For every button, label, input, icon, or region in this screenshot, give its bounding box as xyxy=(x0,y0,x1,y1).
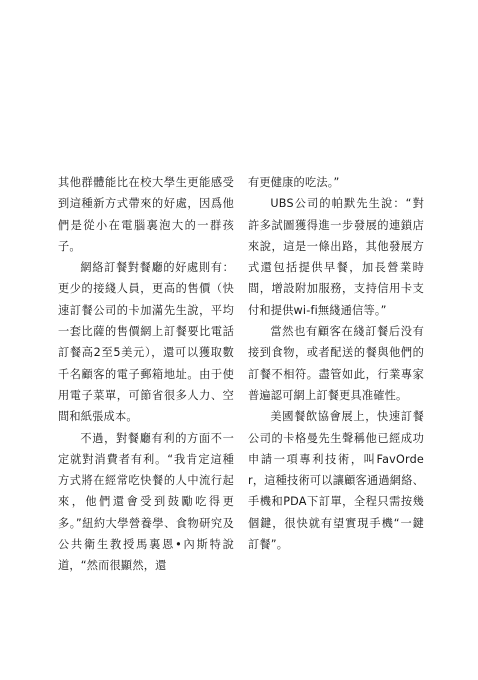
paragraph: 有更健康的吃法。” xyxy=(248,176,340,189)
paragraph: 美國餐飲協會展上，快速訂餐公司的卡格曼先生聲稱他已經成功申請一項專利技術，叫FavOrder，這種技術可以讓顧客通過網絡、手機和PDA下訂單，全程只需按幾個鍵，很快就有望實現手機“一鍵訂餐”。 xyxy=(248,410,424,552)
right-column xyxy=(248,172,424,555)
paragraph: 不過，對餐廳有利的方面不一定就對消費者有利。“我肯定這種方式將在經常吃快餐的人中流行起來，他們還會受到鼓勵吃得更多。”紐約大學營養學、食物研究及公共衛生教授馬裏恩•內斯特說道，“然而很顯然，還 xyxy=(58,431,234,573)
left-column xyxy=(58,172,234,577)
paragraph: 當然也有顧客在綫訂餐后没有接到食物，或者配送的餐與他們的訂餐不相符。盡管如此，行業專家普遍認可網上訂餐更具准確性。 xyxy=(248,325,424,402)
paragraph: 其他群體能比在校大學生更能感受到這種新方式帶來的好處，因爲他們是從小在電腦裏泡大的一群孩子。 xyxy=(58,176,234,253)
paragraph: 網絡訂餐對餐廳的好處則有：更少的接綫人員，更高的售價（快速訂餐公司的卡加滿先生說，平均一套比薩的售價網上訂餐要比電話訂餐高2至5美元），還可以獲取數千名顧客的電子郵箱地址。由于使用電子菜單，可節省很多人力、空間和紙張成本。 xyxy=(58,261,234,424)
paragraph: UBS公司的帕默先生說：“對許多試圖獲得進一步發展的連鎖店來說，這是一條出路，其他發展方式還包括提供早餐，加長營業時間，增設附加服務，支持信用卡支付和提供wi-fi無綫通信等。” xyxy=(248,197,424,317)
